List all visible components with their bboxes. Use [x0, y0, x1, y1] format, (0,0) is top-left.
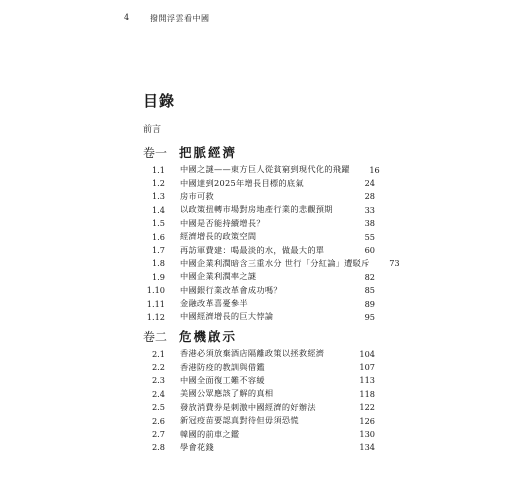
entry-title: 經濟增長的政策空間 [180, 231, 257, 242]
entry-number: 1.5 [151, 218, 165, 229]
entry-page: 60 [364, 245, 375, 256]
volume-title: 危機啟示 [179, 329, 238, 344]
entry-number: 2.6 [151, 415, 165, 426]
toc-entry [143, 217, 375, 230]
entry-number: 1.8 [151, 258, 165, 269]
entry-page: 28 [364, 191, 375, 202]
entry-page: 122 [359, 402, 375, 413]
toc-entry [143, 243, 375, 256]
entry-page: 85 [364, 285, 375, 296]
entry-page: 24 [364, 178, 375, 189]
volume-heading [143, 326, 375, 346]
toc-entry [143, 163, 380, 176]
toc-entry [143, 414, 375, 427]
entry-number: 1.4 [151, 204, 165, 215]
entry-page: 89 [364, 298, 375, 309]
toc-entry [143, 441, 375, 454]
entry-number: 2.3 [151, 375, 165, 386]
entry-page: 113 [359, 375, 375, 386]
entry-page: 107 [359, 362, 375, 373]
toc-entry [143, 257, 400, 270]
toc-entry [143, 176, 375, 189]
entry-page: 104 [359, 348, 375, 359]
toc-entry [143, 387, 375, 400]
entry-title: 香港必須放棄酒店隔離政策以拯救經濟 [180, 348, 325, 359]
entry-page: 33 [364, 204, 375, 215]
entry-page: 126 [359, 415, 375, 426]
entry-page: 55 [364, 231, 375, 242]
entry-title: 房市可救 [180, 190, 214, 201]
volume-label: 卷一 [143, 145, 168, 160]
entry-title: 中國企業利潤暗含三重水分 世行「分紅論」遭駁斥 [180, 257, 370, 268]
entry-number: 1.10 [146, 285, 165, 296]
toc-entry [143, 360, 375, 373]
toc-entry [143, 230, 375, 243]
entry-page: 95 [364, 311, 375, 322]
entry-number: 2.2 [151, 362, 165, 373]
entry-page: 73 [389, 258, 400, 269]
entry-number: 2.8 [151, 442, 165, 453]
entry-title: 中國企業利潤率之謎 [180, 271, 257, 282]
page-number: 4 [124, 13, 130, 22]
entry-number: 1.9 [151, 271, 165, 282]
entry-number: 2.1 [151, 348, 165, 359]
toc-entry [143, 203, 375, 216]
entry-title: 中國銀行業改革會成功嗎？ [180, 284, 282, 295]
toc-entry [143, 347, 375, 360]
entry-number: 1.1 [151, 164, 165, 175]
entry-title: 中國達到2025年增長目標的底氣 [180, 177, 304, 188]
volume-title: 把脈經濟 [179, 145, 238, 160]
entry-title: 中國是否能持續增長？ [180, 217, 265, 228]
entry-title: 以政策扭轉市場對房地產行業的悲觀預期 [180, 204, 333, 215]
entry-number: 1.3 [151, 191, 165, 202]
toc-entry [143, 401, 375, 414]
entry-title: 中國經濟增長的巨大悖論 [180, 311, 274, 322]
volume-label: 卷二 [143, 329, 168, 344]
entry-page: 134 [359, 442, 375, 453]
entry-number: 1.2 [151, 178, 165, 189]
entry-title: 再訪軍費建：喝最淡的水，做最大的單 [180, 244, 325, 255]
entry-page: 38 [364, 218, 375, 229]
preface-entry: 前言 [143, 125, 162, 135]
toc-entry [143, 297, 375, 310]
toc-entry [143, 284, 375, 297]
entry-page: 118 [359, 388, 375, 399]
entry-list [143, 347, 375, 454]
entry-number: 2.7 [151, 429, 165, 440]
toc-entry [143, 190, 375, 203]
entry-title: 中國全面復工難不容緩 [180, 374, 265, 385]
toc-entry [143, 270, 375, 283]
entry-page: 16 [369, 164, 380, 175]
entry-number: 1.11 [146, 298, 165, 309]
entry-title: 發放消費券是刺激中國經濟的好辦法 [180, 401, 316, 412]
volume-section [143, 326, 375, 454]
book-title: 撥開浮雲看中國 [150, 14, 210, 23]
running-header [0, 13, 520, 29]
entry-title: 韓國的前車之鑑 [180, 428, 240, 439]
entry-number: 1.12 [146, 311, 165, 322]
entry-page: 82 [364, 271, 375, 282]
entry-title: 學會花錢 [180, 441, 214, 452]
entry-number: 2.4 [151, 388, 165, 399]
entry-title: 新冠疫苗要認真對待但毋須恐慌 [180, 415, 299, 426]
volume-section [143, 142, 400, 324]
entry-title: 中國之謎——東方巨人從貧窮到現代化的飛躍 [180, 164, 350, 175]
entry-title: 香港防疫的教訓與借鑑 [180, 361, 265, 372]
toc-title: 目錄 [143, 92, 176, 110]
entry-number: 1.7 [151, 245, 165, 256]
volume-heading [143, 142, 375, 162]
entry-number: 2.5 [151, 402, 165, 413]
entry-page: 130 [359, 429, 375, 440]
toc-entry [143, 310, 375, 323]
entry-title: 美國公眾應該了解的真相 [180, 388, 274, 399]
entry-title: 金融改革喜憂參半 [180, 298, 248, 309]
entry-number: 1.6 [151, 231, 165, 242]
entry-list [143, 163, 400, 324]
toc-entry [143, 427, 375, 440]
toc-entry [143, 374, 375, 387]
